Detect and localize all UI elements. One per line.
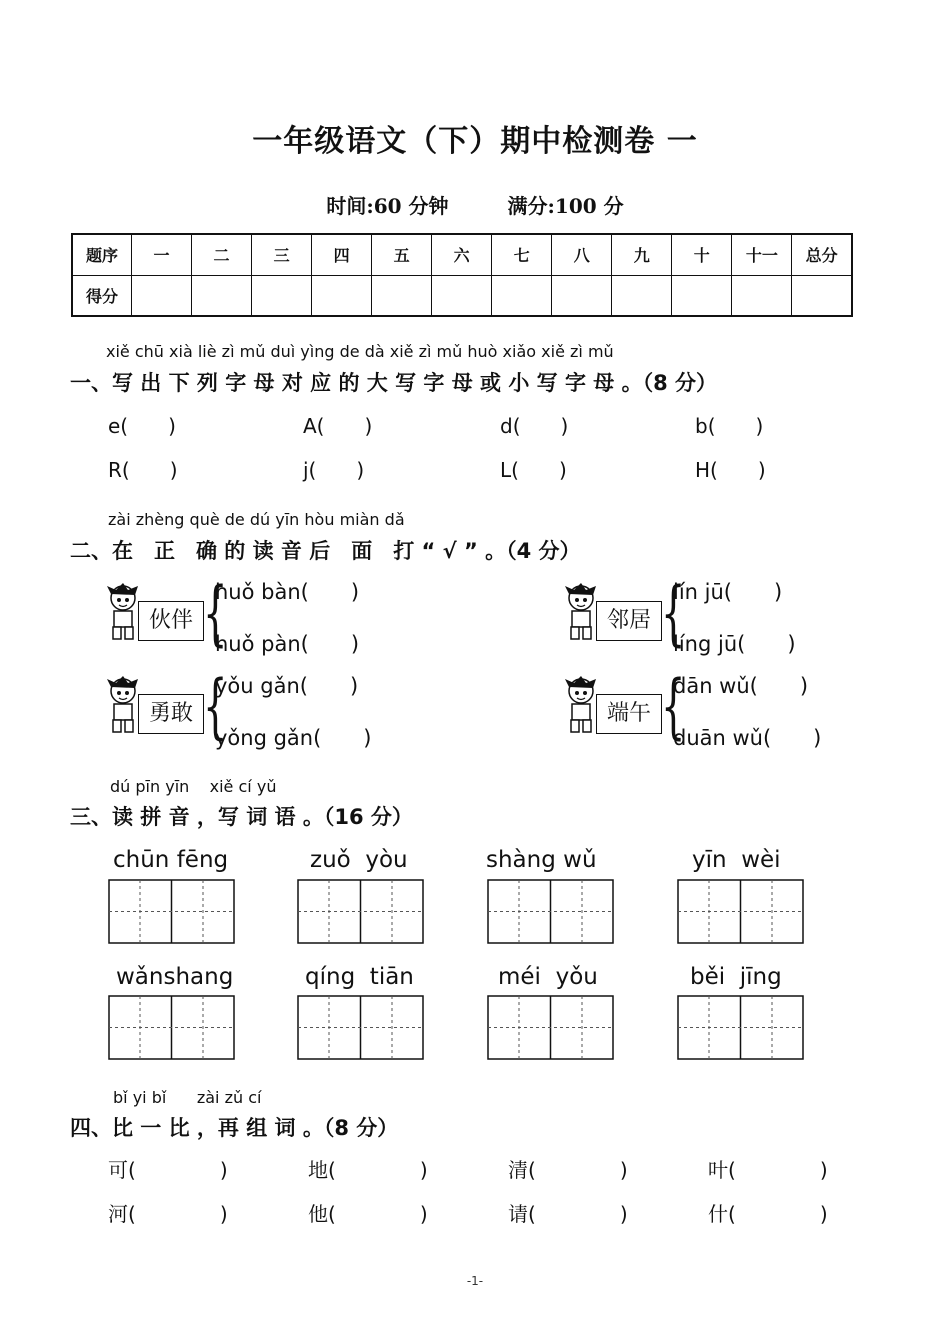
score-table-cell: 十一 bbox=[732, 234, 792, 275]
score-table-cell: 九 bbox=[612, 234, 672, 275]
word-box: 勇敢 bbox=[138, 694, 204, 734]
q4-pinyin-line bbox=[113, 1088, 261, 1107]
tian-grid[interactable] bbox=[108, 879, 235, 944]
score-table bbox=[71, 233, 853, 317]
word-pinyin: zuǒ yòu bbox=[310, 847, 408, 873]
pinyin: pīn bbox=[135, 777, 161, 796]
page-number: -1- bbox=[466, 1274, 484, 1288]
pinyin: dú bbox=[110, 777, 131, 796]
score-table-cell: 八 bbox=[552, 234, 612, 275]
score-input-cell[interactable] bbox=[132, 275, 192, 316]
pinyin: zài bbox=[196, 1088, 220, 1107]
pinyin-option[interactable]: lín jū( ) bbox=[673, 580, 783, 604]
word-pinyin: méi yǒu bbox=[498, 964, 598, 990]
brace: { bbox=[661, 572, 686, 654]
tian-grid[interactable] bbox=[487, 995, 614, 1060]
cartoon-boy-icon bbox=[104, 675, 142, 735]
pinyin: bǐ bbox=[151, 1088, 167, 1107]
score-table-cell: 三 bbox=[252, 234, 312, 275]
q4-item[interactable]: 什( ) bbox=[708, 1202, 828, 1226]
word-pinyin: yīn wèi bbox=[692, 847, 781, 873]
q1-item[interactable]: L( ) bbox=[500, 458, 567, 482]
score-table-cell: 题序 bbox=[72, 234, 132, 275]
q1-item[interactable]: j( ) bbox=[303, 458, 365, 482]
q4-heading: 四、比 一 比 ，再 组 词 。（8 分） bbox=[70, 1116, 399, 1140]
score-input-cell[interactable] bbox=[432, 275, 492, 316]
pinyin-option[interactable]: huǒ pàn( ) bbox=[215, 632, 360, 656]
cartoon-boy-icon bbox=[562, 675, 600, 735]
pinyin: zì bbox=[418, 342, 432, 361]
score-input-cell[interactable] bbox=[312, 275, 372, 316]
pinyin-option[interactable]: huǒ bàn( ) bbox=[215, 580, 360, 604]
pinyin: yìng bbox=[300, 342, 335, 361]
pinyin-option[interactable]: dān wǔ( ) bbox=[673, 674, 809, 698]
score-table-score-row bbox=[72, 275, 852, 316]
exam-time: 时间:60 分钟 bbox=[326, 194, 449, 218]
word-box: 端午 bbox=[596, 694, 662, 734]
score-table-cell: 总分 bbox=[792, 234, 852, 275]
pinyin: de bbox=[339, 342, 360, 361]
word-pinyin: wǎnshang bbox=[116, 964, 234, 990]
score-row-label: 得分 bbox=[72, 275, 132, 316]
score-input-cell[interactable] bbox=[612, 275, 672, 316]
score-input-cell[interactable] bbox=[192, 275, 252, 316]
pinyin: xiě bbox=[389, 342, 414, 361]
pinyin: mǔ bbox=[239, 342, 266, 361]
q4-item[interactable]: 可( ) bbox=[108, 1158, 228, 1182]
q1-heading: 一、写 出 下 列 字 母 对 应 的 大 写 字 母 或 小 写 字 母 。（8 分） bbox=[70, 371, 718, 395]
pinyin-option[interactable]: líng jū( ) bbox=[673, 632, 796, 656]
pinyin: mǔ bbox=[587, 342, 614, 361]
pinyin: dǎ bbox=[384, 510, 405, 529]
tian-grid[interactable] bbox=[677, 995, 804, 1060]
word-pinyin: shàng wǔ bbox=[486, 847, 597, 873]
tian-grid[interactable] bbox=[677, 879, 804, 944]
q4-item[interactable]: 清( ) bbox=[508, 1158, 628, 1182]
pinyin: cí bbox=[238, 777, 252, 796]
pinyin: yi bbox=[132, 1088, 147, 1107]
pinyin-option[interactable]: yǒng gǎn( ) bbox=[215, 726, 372, 750]
pinyin: què bbox=[189, 510, 220, 529]
score-input-cell[interactable] bbox=[372, 275, 432, 316]
q1-item[interactable]: R( ) bbox=[108, 458, 178, 482]
score-table-header-row bbox=[72, 234, 852, 275]
tian-grid[interactable] bbox=[108, 995, 235, 1060]
pinyin: zài bbox=[108, 510, 131, 529]
score-table-cell: 四 bbox=[312, 234, 372, 275]
score-input-cell[interactable] bbox=[492, 275, 552, 316]
pinyin: duì bbox=[270, 342, 296, 361]
score-input-cell[interactable] bbox=[732, 275, 792, 316]
pinyin-option[interactable]: yǒu gǎn( ) bbox=[215, 674, 359, 698]
cartoon-boy-icon bbox=[562, 582, 600, 642]
exam-full-score: 满分:100 分 bbox=[507, 194, 624, 218]
q1-item[interactable]: H( ) bbox=[695, 458, 766, 482]
score-input-cell[interactable] bbox=[552, 275, 612, 316]
word-box: 邻居 bbox=[596, 601, 662, 641]
q4-item[interactable]: 叶( ) bbox=[708, 1158, 828, 1182]
q2-pinyin-line bbox=[108, 510, 405, 529]
pinyin: mǔ bbox=[436, 342, 463, 361]
pinyin: yīn bbox=[165, 777, 190, 796]
score-table-cell: 七 bbox=[492, 234, 552, 275]
pinyin: yīn bbox=[275, 510, 300, 529]
pinyin: zì bbox=[221, 342, 235, 361]
q1-item[interactable]: b( ) bbox=[695, 414, 764, 438]
pinyin: huò bbox=[467, 342, 498, 361]
brace: { bbox=[203, 665, 228, 747]
score-input-cell[interactable] bbox=[252, 275, 312, 316]
pinyin: yǔ bbox=[256, 777, 277, 796]
pinyin: chū bbox=[134, 342, 164, 361]
q1-item[interactable]: A( ) bbox=[303, 414, 373, 438]
cartoon-boy-icon bbox=[104, 582, 142, 642]
pinyin: xià bbox=[169, 342, 193, 361]
exam-info bbox=[0, 190, 950, 219]
score-input-cell[interactable] bbox=[672, 275, 732, 316]
pinyin: xiě bbox=[209, 777, 234, 796]
word-pinyin: chūn fēng bbox=[113, 847, 229, 873]
pinyin: liè bbox=[197, 342, 217, 361]
score-table-cell: 二 bbox=[192, 234, 252, 275]
page-title: 一年级语文（下）期中检测卷 一 bbox=[252, 124, 698, 159]
q4-item[interactable]: 河( ) bbox=[108, 1202, 228, 1226]
brace: { bbox=[661, 665, 686, 747]
q1-item[interactable]: e( ) bbox=[108, 414, 176, 438]
word-pinyin: qíng tiān bbox=[305, 964, 414, 990]
pinyin: zhèng bbox=[135, 510, 185, 529]
score-table-cell: 六 bbox=[432, 234, 492, 275]
pinyin: miàn bbox=[339, 510, 380, 529]
q3-pinyin-line bbox=[110, 777, 276, 796]
tian-grid[interactable] bbox=[297, 995, 424, 1060]
score-input-cell[interactable] bbox=[792, 275, 852, 316]
score-table-cell: 十 bbox=[672, 234, 732, 275]
brace: { bbox=[203, 572, 228, 654]
score-table-cell: 一 bbox=[132, 234, 192, 275]
pinyin: cí bbox=[248, 1088, 262, 1107]
tian-grid[interactable] bbox=[297, 879, 424, 944]
word-pinyin: běi jīng bbox=[690, 964, 782, 990]
q3-heading: 三、读 拼 音 ，写 词 语 。（16 分） bbox=[70, 805, 413, 829]
pinyin: xiě bbox=[106, 342, 130, 361]
pinyin: bǐ bbox=[113, 1088, 128, 1107]
pinyin: dú bbox=[249, 510, 271, 529]
q4-item[interactable]: 请( ) bbox=[508, 1202, 628, 1226]
pinyin: xiě bbox=[541, 342, 565, 361]
pinyin: zǔ bbox=[224, 1088, 244, 1107]
pinyin: dà bbox=[364, 342, 385, 361]
q4-item[interactable]: 他( ) bbox=[308, 1202, 428, 1226]
pinyin: de bbox=[224, 510, 245, 529]
word-box: 伙伴 bbox=[138, 601, 204, 641]
q1-pinyin-line bbox=[106, 342, 614, 361]
score-table-cell: 五 bbox=[372, 234, 432, 275]
q4-item[interactable]: 地( ) bbox=[308, 1158, 428, 1182]
pinyin: xiǎo bbox=[502, 342, 537, 361]
q2-heading: 二、在 正 确 的 读 音 后 面 打 “ √ ” 。（4 分） bbox=[70, 539, 581, 563]
pinyin: zì bbox=[570, 342, 583, 361]
pinyin-option[interactable]: duān wǔ( ) bbox=[673, 726, 822, 750]
tian-grid[interactable] bbox=[487, 879, 614, 944]
pinyin: hòu bbox=[304, 510, 335, 529]
q1-item[interactable]: d( ) bbox=[500, 414, 569, 438]
